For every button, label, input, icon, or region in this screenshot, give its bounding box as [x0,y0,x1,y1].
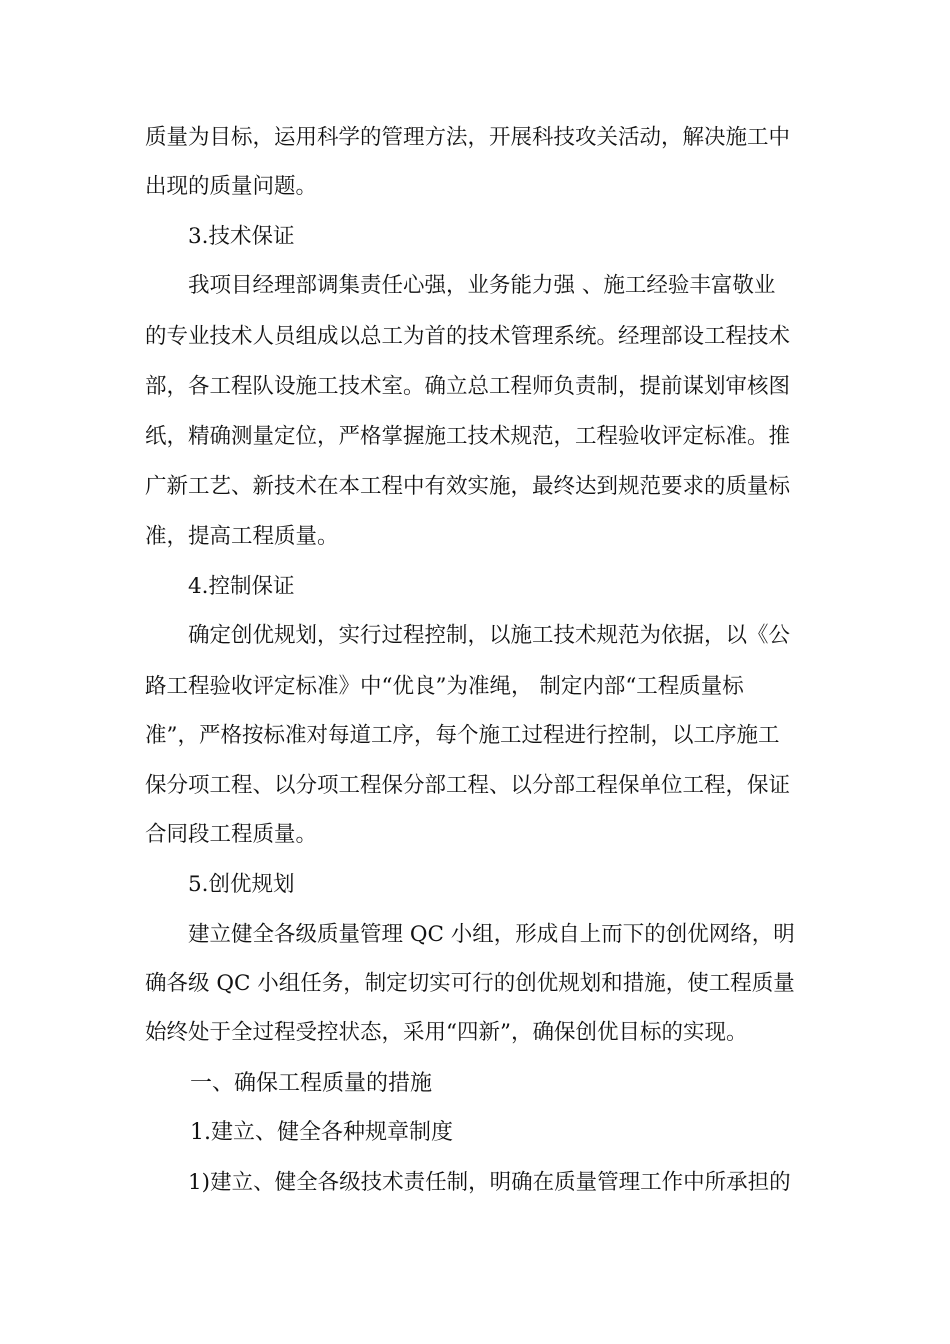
section-heading: 4.控制保证 [188,574,295,599]
body-line: 质量为目标，运用科学的管理方法，开展科技攻关活动，解决施工中 [145,125,791,150]
section-heading: 5.创优规划 [188,872,295,897]
body-line: 保分项工程、以分项工程保分部工程、以分部工程保单位工程，保证 [145,773,791,798]
chapter-heading: 一、确保工程质量的措施 [190,1071,433,1096]
body-line: 部，各工程队设施工技术室。确立总工程师负责制，提前谋划审核图 [145,374,791,399]
body-line: 确定创优规划，实行过程控制，以施工技术规范为依据，以《公 [188,623,791,648]
body-line: 出现的质量问题。 [145,174,318,199]
body-line: 1)建立、健全各级技术责任制，明确在质量管理工作中所承担的 [188,1170,791,1195]
body-line: 纸，精确测量定位，严格掌握施工技术规范，工程验收评定标准。推 [145,424,791,449]
body-line: 的专业技术人员组成以总工为首的技术管理系统。经理部设工程技术 [145,324,791,349]
body-line: 建立健全各级质量管理 QC 小组，形成自上而下的创优网络，明 [188,922,795,947]
body-line: 我项目经理部调集责任心强，业务能力强 、施工经验丰富敬业 [188,273,776,298]
body-line: 始终处于全过程受控状态，采用“四新”，确保创优目标的实现。 [145,1020,748,1045]
body-line: 广新工艺、新技术在本工程中有效实施，最终达到规范要求的质量标 [145,474,791,499]
body-line: 准”，严格按标准对每道工序，每个施工过程进行控制，以工序施工 [145,723,780,748]
body-line: 确各级 QC 小组任务，制定切实可行的创优规划和措施，使工程质量 [145,971,795,996]
section-heading: 1.建立、健全各种规章制度 [190,1120,453,1145]
section-heading: 3.技术保证 [188,224,295,249]
body-line: 准，提高工程质量。 [145,524,339,549]
body-line: 路工程验收评定标准》中“优良”为准绳， 制定内部“工程质量标 [145,674,744,699]
body-line: 合同段工程质量。 [145,822,318,847]
